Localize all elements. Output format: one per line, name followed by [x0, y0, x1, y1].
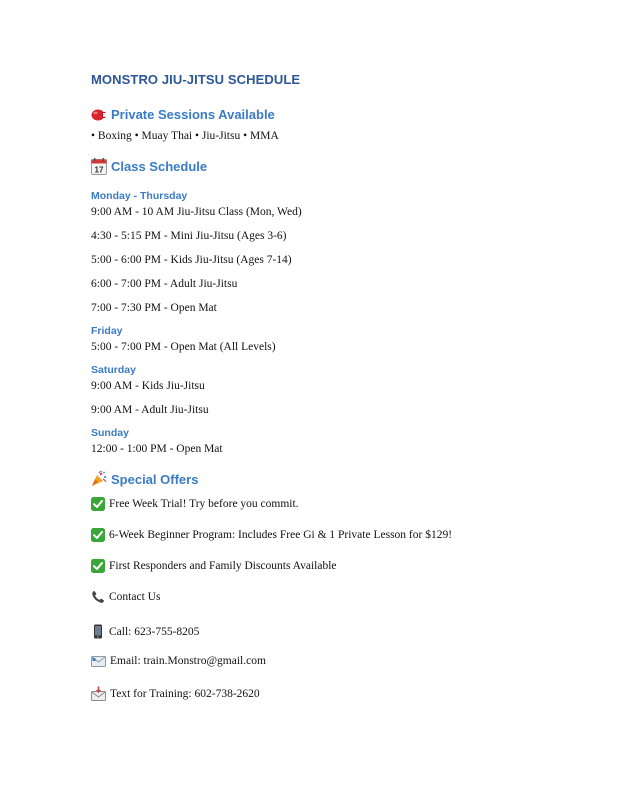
special-offers-heading-text: Special Offers: [111, 471, 199, 487]
contact-call: [91, 624, 199, 639]
schedule-entry: 9:00 AM - Kids Jiu-Jitsu: [91, 380, 205, 392]
contact-email: [91, 655, 266, 667]
offer-item: [91, 528, 452, 542]
schedule-entry: 5:00 - 7:00 PM - Open Mat (All Levels): [91, 341, 276, 353]
contact-email-text: Email: train.Monstro@gmail.com: [110, 655, 266, 667]
telephone-receiver-icon: [91, 590, 105, 604]
calendar-day-number: 17: [94, 165, 104, 175]
email-envelope-icon: [91, 655, 106, 667]
check-mark-icon: [91, 559, 105, 573]
day-heading-sunday: Sunday: [91, 427, 129, 439]
offer-item: [91, 497, 299, 511]
contact-text: [91, 686, 260, 701]
class-schedule-heading-text: Class Schedule: [111, 159, 208, 174]
envelope-with-arrow-icon: [91, 686, 106, 701]
schedule-entry: 4:30 - 5:15 PM - Mini Jiu-Jitsu (Ages 3-6): [91, 230, 287, 242]
private-sessions-heading-text: Private Sessions Available: [111, 107, 275, 122]
contact-text-text: Text for Training: 602-738-2620: [110, 687, 260, 700]
contact-heading: [91, 590, 160, 604]
offer-text: First Responders and Family Discounts Available: [109, 560, 337, 572]
mobile-phone-icon: [91, 624, 105, 639]
disciplines-list: • Boxing • Muay Thai • Jiu-Jitsu • MMA: [91, 130, 279, 142]
boxing-glove-icon: [91, 108, 107, 122]
day-heading-friday: Friday: [91, 325, 123, 337]
schedule-entry: 5:00 - 6:00 PM - Kids Jiu-Jitsu (Ages 7-14): [91, 254, 292, 266]
class-schedule-heading: [91, 158, 207, 175]
offer-text: 6-Week Beginner Program: Includes Free Gi & 1 Private Lesson for $129!: [109, 529, 453, 541]
calendar-icon: [91, 158, 107, 175]
contact-heading-text: Contact Us: [109, 591, 161, 603]
schedule-entry: 7:00 - 7:30 PM - Open Mat: [91, 302, 217, 314]
schedule-entry: 9:00 AM - 10 AM Jiu-Jitsu Class (Mon, Wed): [91, 206, 302, 218]
offer-text: Free Week Trial! Try before you commit.: [109, 498, 299, 510]
offer-item: [91, 559, 337, 573]
special-offers-heading: [91, 471, 198, 487]
check-mark-icon: [91, 528, 105, 542]
schedule-entry: 12:00 - 1:00 PM - Open Mat: [91, 443, 223, 455]
schedule-entry: 9:00 AM - Adult Jiu-Jitsu: [91, 404, 209, 416]
schedule-entry: 6:00 - 7:00 PM - Adult Jiu-Jitsu: [91, 278, 238, 290]
contact-call-text: Call: 623-755-8205: [109, 625, 200, 638]
day-heading-saturday: Saturday: [91, 364, 136, 376]
check-mark-icon: [91, 497, 105, 511]
private-sessions-heading: [91, 107, 275, 122]
party-popper-icon: [91, 471, 107, 487]
page-title: MONSTRO JIU-JITSU SCHEDULE: [91, 72, 301, 87]
day-heading-mon-thu: Monday - Thursday: [91, 190, 188, 202]
